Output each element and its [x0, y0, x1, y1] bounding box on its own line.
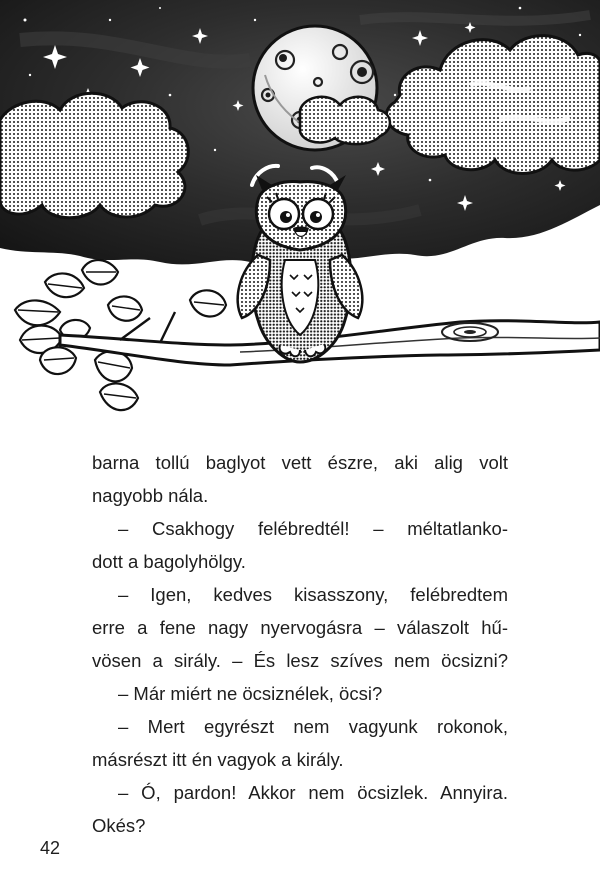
text-line: nagyobb nála. [92, 485, 209, 506]
page-number: 42 [40, 838, 61, 858]
paragraph [92, 677, 508, 710]
story-text [92, 446, 508, 842]
paragraph [92, 446, 508, 512]
paragraph [92, 512, 508, 578]
text-line: vösen a sirály. – És lesz szíves nem öcsizni? [92, 650, 508, 671]
text-line: – Már miért ne öcsiznélek, öcsi? [118, 683, 383, 704]
text-line: dott a bagolyhölgy. [92, 551, 246, 572]
text-line: Okés? [92, 815, 146, 836]
night-owl-illustration [0, 0, 600, 430]
paragraph [92, 578, 508, 677]
leaves [15, 260, 226, 410]
text-line: – Mert egyrészt nem vagyunk rokonok, [118, 716, 508, 737]
text-line: másrészt itt én vagyok a király. [92, 749, 344, 770]
text-line: erre a fene nagy nyervogásra – válaszolt hű- [92, 617, 508, 638]
text-line: barna tollú baglyot vett észre, aki alig volt [92, 452, 508, 473]
paragraph [92, 776, 508, 842]
text-line: – Igen, kedves kisasszony, felébredtem [118, 584, 508, 605]
text-line: – Ó, pardon! Akkor nem öcsizlek. Annyira. [118, 782, 508, 803]
paragraph [92, 710, 508, 776]
text-line: – Csakhogy felébredtél! – méltatlanko- [118, 518, 508, 539]
cloud-left [0, 93, 188, 218]
